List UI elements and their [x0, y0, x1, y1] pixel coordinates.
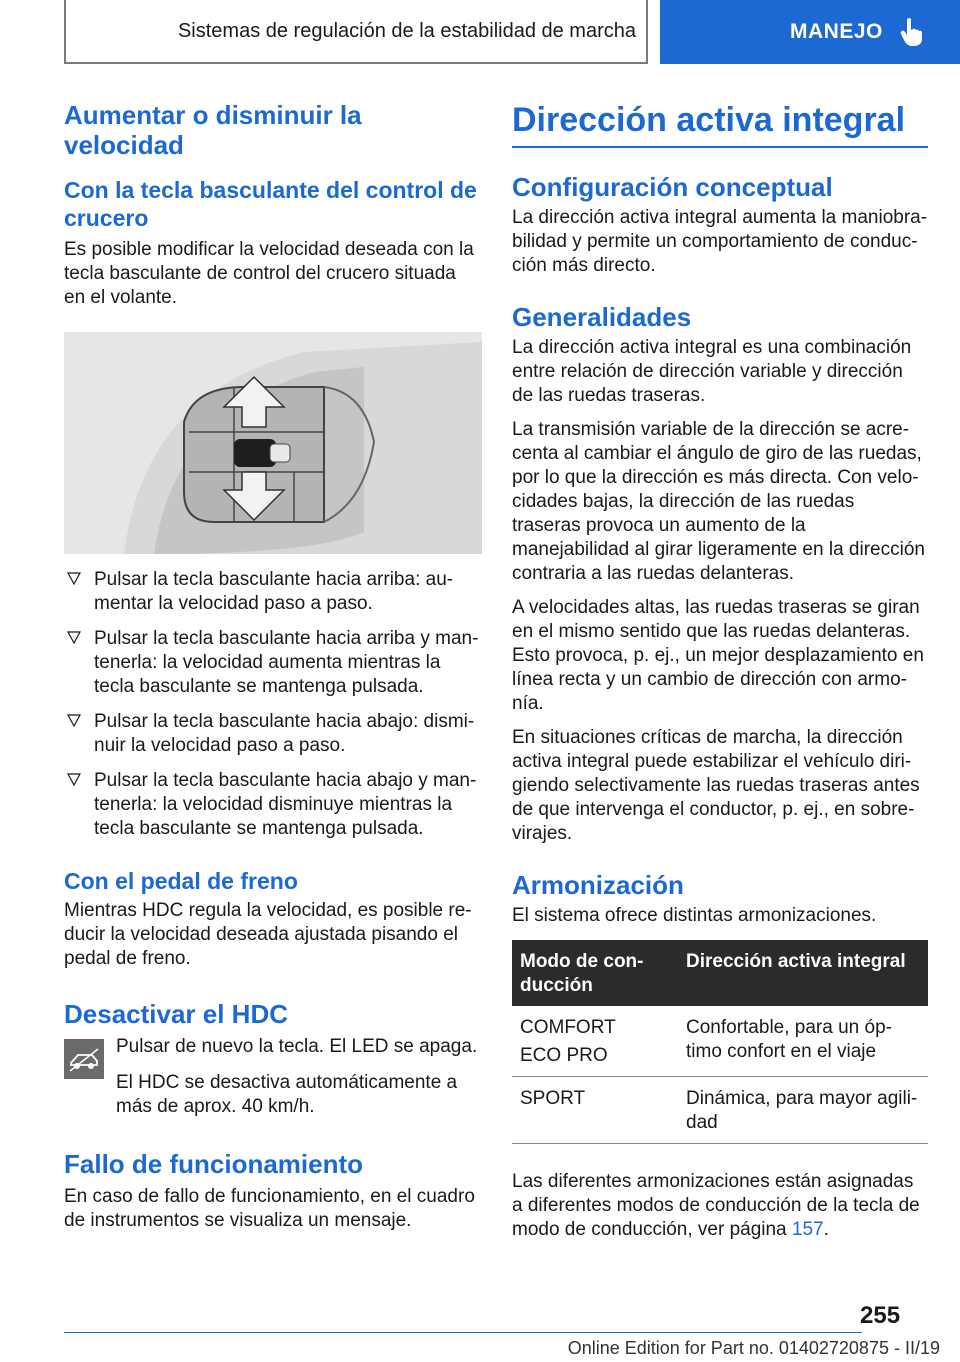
paragraph-brake: Mientras HDC regula la velocidad, es posible re‐ducir la velocidad deseada ajustada pisando el pedal de freno. [64, 900, 472, 969]
paragraph-concept: La dirección activa integral aumenta la maniobra‐bilidad y permite un comportamiento de conduc‐ción más directo. [512, 207, 928, 276]
heading-rocker: Con la tecla basculante del control de crucero [64, 177, 477, 231]
list-item: Pulsar la tecla basculante hacia arriba y man‐tenerla: la velocidad aumenta mientras la tecla basculante se mantenga pulsada. [64, 627, 482, 699]
table-row [512, 1077, 928, 1144]
paragraph-general-3: A velocidades altas, las ruedas traseras se giran en el mismo sentido que las ruedas delanteras. Esto provoca, p. ej., un mejor desplazamiento en línea recta y un cambio de dirección con armo‐nía. [512, 597, 924, 714]
footer-divider [64, 1332, 862, 1333]
table-cell-mode: COMFORT ECO PRO [512, 1006, 678, 1077]
hand-pointer-icon [899, 17, 925, 47]
deactivate-block [64, 1035, 482, 1119]
triangle-bullet-icon [67, 714, 81, 728]
table-header-steering: Dirección activa integral [678, 940, 928, 1006]
list-item: Pulsar la tecla basculante hacia abajo y man‐tenerla: la velocidad disminuye mientras la tecla basculante se mantenga pulsada. [64, 769, 482, 841]
table-cell-mode: SPORT [512, 1077, 678, 1144]
paragraph-general-1: La dirección activa integral es una combinación entre relación de dirección variable y dirección de las ruedas traseras. [512, 337, 912, 406]
modes-table [512, 940, 928, 1144]
steering-control-illustration [64, 332, 482, 554]
left-column [64, 100, 482, 1233]
triangle-bullet-icon [67, 773, 81, 787]
right-column [512, 100, 928, 1242]
table-header-row [512, 940, 928, 1006]
footer-edition: Online Edition for Part no. 01402720875 - II/19 [567, 1338, 940, 1358]
paragraph-deactivate-2: El HDC se desactiva automáticamente a más de aprox. 40 km/h. [116, 1072, 458, 1117]
hdc-button-icon [64, 1039, 104, 1079]
page-number: 255 [860, 1302, 901, 1329]
table-row [512, 1006, 928, 1077]
table-header-mode: Modo de con‐ducción [512, 940, 678, 1006]
title-block [512, 100, 928, 148]
heading-concept: Configuración conceptual [512, 172, 833, 202]
heading-failure: Fallo de funcionamiento [64, 1149, 364, 1179]
table-cell-desc: Confortable, para un óp‐timo confort en el viaje [678, 1006, 928, 1077]
paragraph-failure: En caso de fallo de funcionamiento, en el cuadro de instrumentos se visualiza un mensaje. [64, 1186, 475, 1231]
triangle-bullet-icon [67, 631, 81, 645]
page-title: Dirección activa integral [512, 101, 906, 139]
steering-wheel-photo [64, 332, 482, 554]
triangle-bullet-icon [67, 572, 81, 586]
list-item: Pulsar la tecla basculante hacia arriba: au‐mentar la velocidad paso a paso. [64, 568, 482, 616]
paragraph-harmonization: El sistema ofrece distintas armonizaciones. [512, 905, 877, 926]
paragraph-deactivate-1: Pulsar de nuevo la tecla. El LED se apaga. [116, 1036, 478, 1057]
heading-harmonization: Armonización [512, 870, 684, 900]
paragraph-general-2: La transmisión variable de la dirección se acre‐centa al cambiar el ángulo de giro de las ruedas, por lo que la dirección es más directa. Con velo‐cidades bajas, la dirección de las ruedas traseras provoca un aumento de la manejabilidad al girar ligeramente en la dirección contraria a las ruedas delanteras. [512, 419, 925, 584]
chapter-title: Sistemas de regulación de la estabilidad de marcha [177, 19, 636, 42]
heading-general: Generalidades [512, 302, 692, 332]
section-tab-label: MANEJO [790, 20, 883, 43]
heading-deactivate: Desactivar el HDC [64, 999, 288, 1029]
list-item: Pulsar la tecla basculante hacia abajo: dismi‐nuir la velocidad paso a paso. [64, 710, 482, 758]
paragraph-final: Las diferentes armonizaciones están asignadas a diferentes modos de conducción de la tecla de modo de conducción, ver página 157. [512, 1171, 920, 1240]
paragraph-rocker: Es posible modificar la velocidad deseada con la tecla basculante de control del crucero situada en el volante. [64, 239, 474, 308]
heading-speed: Aumentar o disminuir la velocidad [64, 100, 362, 160]
table-cell-desc: Dinámica, para mayor agili‐dad [678, 1077, 928, 1144]
heading-brake: Con el pedal de freno [64, 868, 298, 894]
section-tab[interactable] [660, 0, 960, 64]
chapter-header [64, 0, 648, 64]
paragraph-general-4: En situaciones críticas de marcha, la dirección activa integral puede estabilizar el vehículo diri‐giendo selectivamente las ruedas traseras antes de que intervenga el conductor, p. ej., en sobre‐virajes. [512, 727, 920, 844]
page-reference-link[interactable]: 157 [791, 1219, 824, 1240]
speed-bullet-list [64, 568, 482, 841]
